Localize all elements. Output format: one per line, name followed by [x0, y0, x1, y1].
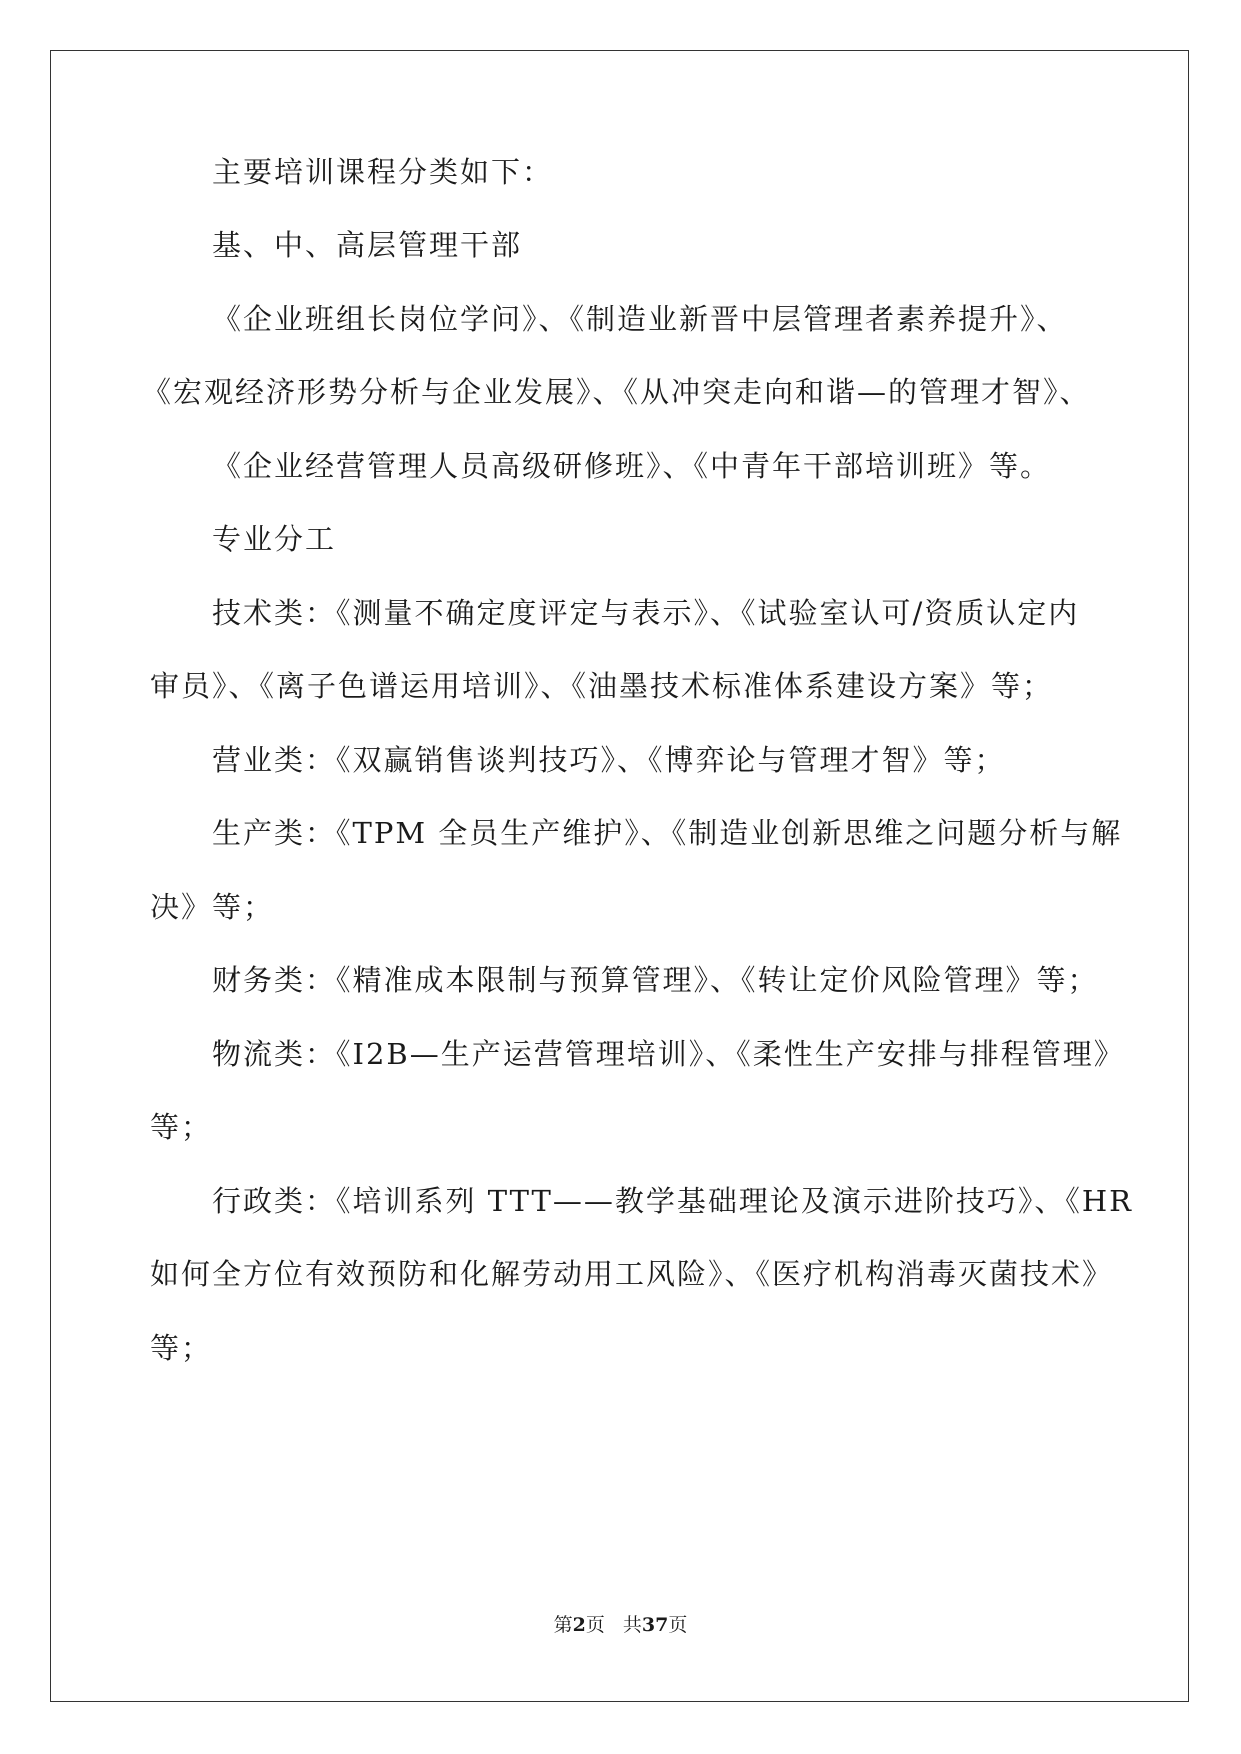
total-suffix: 页	[668, 1614, 688, 1636]
paragraph-line: 《宏观经济形势分析与企业发展》、《从冲突走向和谐—的管理才智》、	[142, 375, 1091, 409]
total-prefix: 共	[622, 1614, 642, 1636]
page-border	[50, 50, 1189, 1702]
paragraph-line: 技术类：《测量不确定度评定与表示》、《试验室认可/资质认定内	[212, 596, 1080, 630]
paragraph-line: 财务类：《精准成本限制与预算管理》、《转让定价风险管理》等；	[212, 963, 1099, 997]
total-pages: 37	[641, 1614, 669, 1636]
page-footer	[0, 1613, 1241, 1637]
paragraph-line: 《企业班组长岗位学问》、《制造业新晋中层管理者素养提升》、	[212, 302, 1068, 336]
page-number: 2	[572, 1614, 586, 1636]
paragraph-line: 《企业经营管理人员高级研修班》、《中青年干部培训班》等。	[212, 449, 1052, 483]
section-professional-division: 专业分工	[212, 522, 337, 556]
paragraph-line: 行政类：《培训系列 TTT——教学基础理论及演示进阶技巧》、《HR	[212, 1184, 1133, 1218]
paragraph-line: 等；	[150, 1331, 213, 1365]
paragraph-line: 等；	[150, 1110, 213, 1144]
paragraph-line: 如何全方位有效预防和化解劳动用工风险》、《医疗机构消毒灭菌技术》	[150, 1257, 1114, 1291]
page-prefix: 第	[553, 1614, 573, 1636]
paragraph-line: 生产类：《TPM 全员生产维护》、《制造业创新思维之问题分析与解	[212, 816, 1123, 850]
page-suffix: 页	[585, 1614, 605, 1636]
paragraph-line: 审员》、《离子色谱运用培训》、《油墨技术标准体系建设方案》等；	[150, 669, 1054, 703]
paragraph-line: 物流类：《I2B—生产运营管理培训》、《柔性生产安排与排程管理》	[212, 1037, 1125, 1071]
paragraph-line: 决》等；	[150, 890, 275, 924]
paragraph-line: 营业类：《双赢销售谈判技巧》、《博弈论与管理才智》等；	[212, 743, 1006, 777]
section-management-cadres: 基、中、高层管理干部	[212, 228, 523, 262]
heading-course-categories: 主要培训课程分类如下：	[212, 155, 554, 189]
